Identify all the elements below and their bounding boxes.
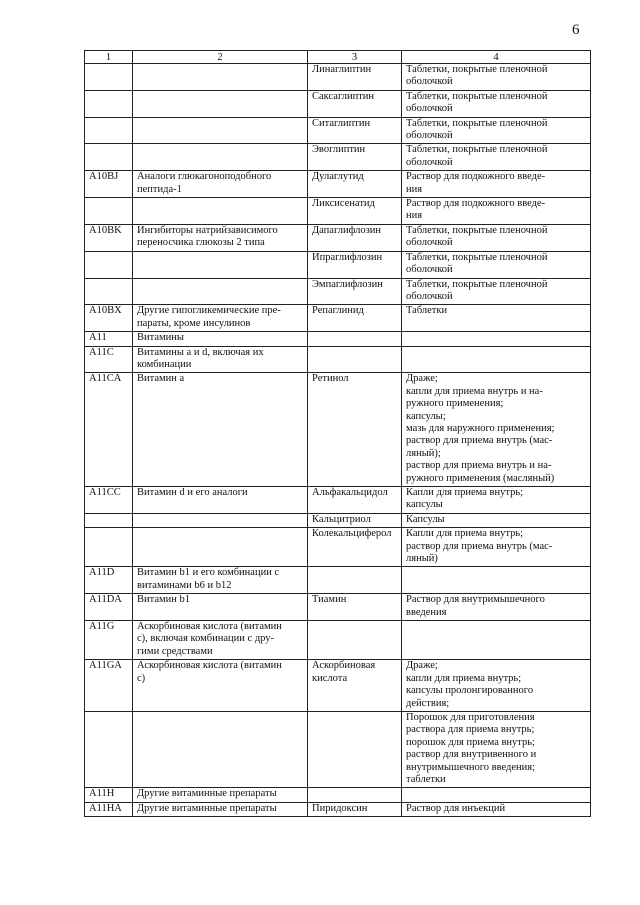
table-row [85,64,591,91]
table-row [85,711,591,787]
atc-code-cell [85,711,133,787]
table-row [85,528,591,567]
group-name-text: Аскорбиновая кислота (витамин с) [137,660,282,684]
atc-code-cell [85,251,133,278]
dosage-form-cell [402,224,591,251]
substance-name-cell [308,90,402,117]
group-name-text: Витамин d и его аналоги [137,487,248,498]
table-row [85,144,591,171]
atc-code-cell [85,90,133,117]
dosage-form-text: Таблетки, покрытые пленочной оболочкой [406,90,548,115]
atc-code-cell [85,346,133,373]
atc-code-text: A11G [89,621,115,633]
table-header-row [85,51,591,64]
substance-name-cell [308,594,402,621]
page-number: 6 [572,22,580,38]
table-row [85,332,591,346]
substance-name-cell [308,251,402,278]
atc-code-cell [85,198,133,225]
atc-code-cell [85,788,133,802]
column-header: 3 [308,51,402,64]
table-row [85,117,591,144]
substance-name-text: Ситаглиптин [312,117,371,129]
substance-name-cell [308,198,402,225]
substance-name-cell [308,171,402,198]
substance-name-cell [308,346,402,373]
substance-name-cell [308,528,402,567]
substance-name-cell [308,660,402,712]
group-name-cell [133,278,308,305]
dosage-form-text: Раствор для подкожного введе- ния [406,198,546,222]
substance-name-cell [308,711,402,787]
substance-name-cell [308,305,402,332]
atc-code-cell [85,144,133,171]
substance-name-text: Пиридоксин [312,802,368,814]
group-name-cell [133,660,308,712]
dosage-form-cell [402,711,591,787]
group-name-text: Витамин а [137,373,185,385]
substance-name-cell [308,64,402,91]
atc-code-cell [85,224,133,251]
substance-name-cell [308,513,402,527]
substance-name-cell [308,621,402,660]
dosage-form-text: Таблетки, покрытые пленочной оболочкой [406,251,548,276]
dosage-form-cell [402,90,591,117]
atc-code-cell [85,305,133,332]
group-name-cell [133,513,308,527]
atc-code-text: A10BK [89,224,122,236]
atc-code-cell [85,621,133,660]
table-row [85,278,591,305]
table-row [85,346,591,373]
group-name-cell [133,64,308,91]
substance-name-cell [308,788,402,802]
group-name-text: Аскорбиновая кислота (витамин с), включая комбинации с дру- гими средствами [137,621,282,657]
group-name-cell [133,117,308,144]
atc-code-cell [85,528,133,567]
column-header: 1 [85,51,133,64]
atc-code-cell [85,278,133,305]
substance-name-text: Ипраглифлозин [312,251,383,263]
column-header: 2 [133,51,308,64]
dosage-form-text: Таблетки [406,305,448,317]
table-row [85,305,591,332]
dosage-form-cell [402,802,591,816]
substance-name-cell [308,802,402,816]
group-name-text: Витамин b1 [137,594,191,606]
group-name-text: Другие гипогликемические пре- параты, кроме инсулинов [137,305,281,329]
dosage-form-cell [402,332,591,346]
atc-code-cell [85,332,133,346]
group-name-cell [133,90,308,117]
substance-name-text: Колекальциферол [312,528,392,540]
group-name-cell [133,144,308,171]
dosage-form-cell [402,64,591,91]
group-name-cell [133,528,308,567]
group-name-cell [133,198,308,225]
atc-code-cell [85,117,133,144]
group-name-cell [133,346,308,373]
dosage-form-cell [402,251,591,278]
atc-code-cell [85,171,133,198]
dosage-form-cell [402,144,591,171]
dosage-form-text: Таблетки, покрытые пленочной оболочкой [406,224,548,249]
dosage-form-text: Раствор для внутримышечного введения [406,594,545,618]
table-row [85,171,591,198]
table-row [85,594,591,621]
group-name-text: Ингибиторы натрийзависимого переносчика глюкозы 2 типа [137,224,278,249]
substance-name-text: Эмпаглифлозин [312,278,383,290]
atc-code-cell [85,802,133,816]
group-name-text: Витамины [137,332,184,344]
group-name-text: Витамины а и d, включая их комбинации [137,346,264,370]
dosage-form-cell [402,198,591,225]
group-name-cell [133,711,308,787]
group-name-text: Другие витаминные препараты [137,802,277,814]
dosage-form-cell [402,621,591,660]
group-name-cell [133,621,308,660]
substance-name-text: Аскорбиновая кислота [312,660,376,684]
substance-name-text: Ликсисенатид [312,198,375,210]
substance-name-cell [308,278,402,305]
dosage-form-text: Драже; капли для приема внутрь; капсулы пролонгированного действия; [406,660,534,709]
substance-name-text: Репаглинид [312,305,364,317]
group-name-cell [133,171,308,198]
substance-name-cell [308,373,402,487]
dosage-form-text: Капли для приема внутрь; раствор для приема внутрь (мас- ляный) [406,528,553,565]
dosage-form-cell [402,567,591,594]
substance-name-cell [308,144,402,171]
atc-code-text: A11HA [89,802,122,814]
dosage-form-text: Капли для приема внутрь; капсулы [406,487,524,511]
group-name-cell [133,251,308,278]
dosage-form-text: Раствор для инъекций [406,802,506,814]
table-row [85,373,591,487]
dosage-form-cell [402,346,591,373]
atc-code-cell [85,513,133,527]
substance-name-text: Дулаглутид [312,171,364,183]
dosage-form-text: Капсулы [406,513,445,525]
substance-name-text: Ретинол [312,373,349,385]
table-row [85,90,591,117]
atc-code-cell [85,594,133,621]
dosage-form-cell [402,278,591,305]
dosage-form-cell [402,373,591,487]
drug-table [84,50,591,817]
table-row [85,660,591,712]
dosage-form-cell [402,660,591,712]
atc-code-text: A11DA [89,594,122,606]
group-name-cell [133,305,308,332]
dosage-form-cell [402,788,591,802]
dosage-form-cell [402,171,591,198]
substance-name-cell [308,332,402,346]
atc-code-cell [85,487,133,514]
dosage-form-cell [402,594,591,621]
atc-code-cell [85,567,133,594]
atc-code-cell [85,64,133,91]
dosage-form-cell [402,305,591,332]
substance-name-text: Тиамин [312,594,347,606]
atc-code-text: A11C [89,346,114,358]
group-name-cell [133,373,308,487]
group-name-cell [133,788,308,802]
group-name-cell [133,594,308,621]
group-name-cell [133,332,308,346]
table-row [85,251,591,278]
substance-name-cell [308,117,402,144]
dosage-form-text: Раствор для подкожного введе- ния [406,171,546,195]
group-name-text: Другие витаминные препараты [137,788,277,800]
atc-code-text: A11CA [89,373,122,385]
table-row [85,621,591,660]
table-row [85,513,591,527]
dosage-form-text: Таблетки, покрытые пленочной оболочкой [406,64,548,88]
substance-name-text: Линаглиптин [312,64,372,75]
atc-code-text: A10BX [89,305,122,317]
dosage-form-cell [402,528,591,567]
dosage-form-cell [402,117,591,144]
dosage-form-cell [402,513,591,527]
atc-code-text: A11 [89,332,107,344]
group-name-cell [133,802,308,816]
atc-code-text: A11D [89,567,115,579]
table-row [85,487,591,514]
substance-name-text: Кальцитриол [312,513,371,525]
table-row [85,788,591,802]
table-row [85,567,591,594]
group-name-text: Витамин b1 и его комбинации с витаминами b6 и b12 [137,567,280,591]
substance-name-text: Саксаглиптин [312,90,375,102]
dosage-form-text: Таблетки, покрытые пленочной оболочкой [406,278,548,302]
dosage-form-cell [402,487,591,514]
table-row [85,198,591,225]
dosage-form-text: Порошок для приготовления раствора для приема внутрь; порошок для приема внутрь; раствор для внутривенного и внутримышечного введения; таблетки [406,711,537,785]
substance-name-cell [308,567,402,594]
substance-name-text: Дапаглифлозин [312,224,382,236]
atc-code-text: A11H [89,788,115,800]
atc-code-text: A11CC [89,487,121,498]
dosage-form-text: Таблетки, покрытые пленочной оболочкой [406,144,548,168]
group-name-text: Аналоги глюкагоноподобного пептида-1 [137,171,272,195]
substance-name-cell [308,487,402,514]
group-name-cell [133,487,308,514]
dosage-form-text: Таблетки, покрытые пленочной оболочкой [406,117,548,142]
dosage-form-text: Драже; капли для приема внутрь и на- ружного применения; капсулы; мазь для наружного применения; раствор для приема внутрь (мас- ляный); раствор для приема внутрь и на- ружного применения (масляный) [406,373,555,484]
substance-name-cell [308,224,402,251]
table-row [85,224,591,251]
atc-code-cell [85,660,133,712]
substance-name-text: Альфакальцидол [312,487,388,498]
atc-code-text: A10BJ [89,171,119,183]
group-name-cell [133,224,308,251]
column-header: 4 [402,51,591,64]
substance-name-text: Эвоглиптин [312,144,366,156]
group-name-cell [133,567,308,594]
atc-code-text: A11GA [89,660,122,672]
table-row [85,802,591,816]
atc-code-cell [85,373,133,487]
